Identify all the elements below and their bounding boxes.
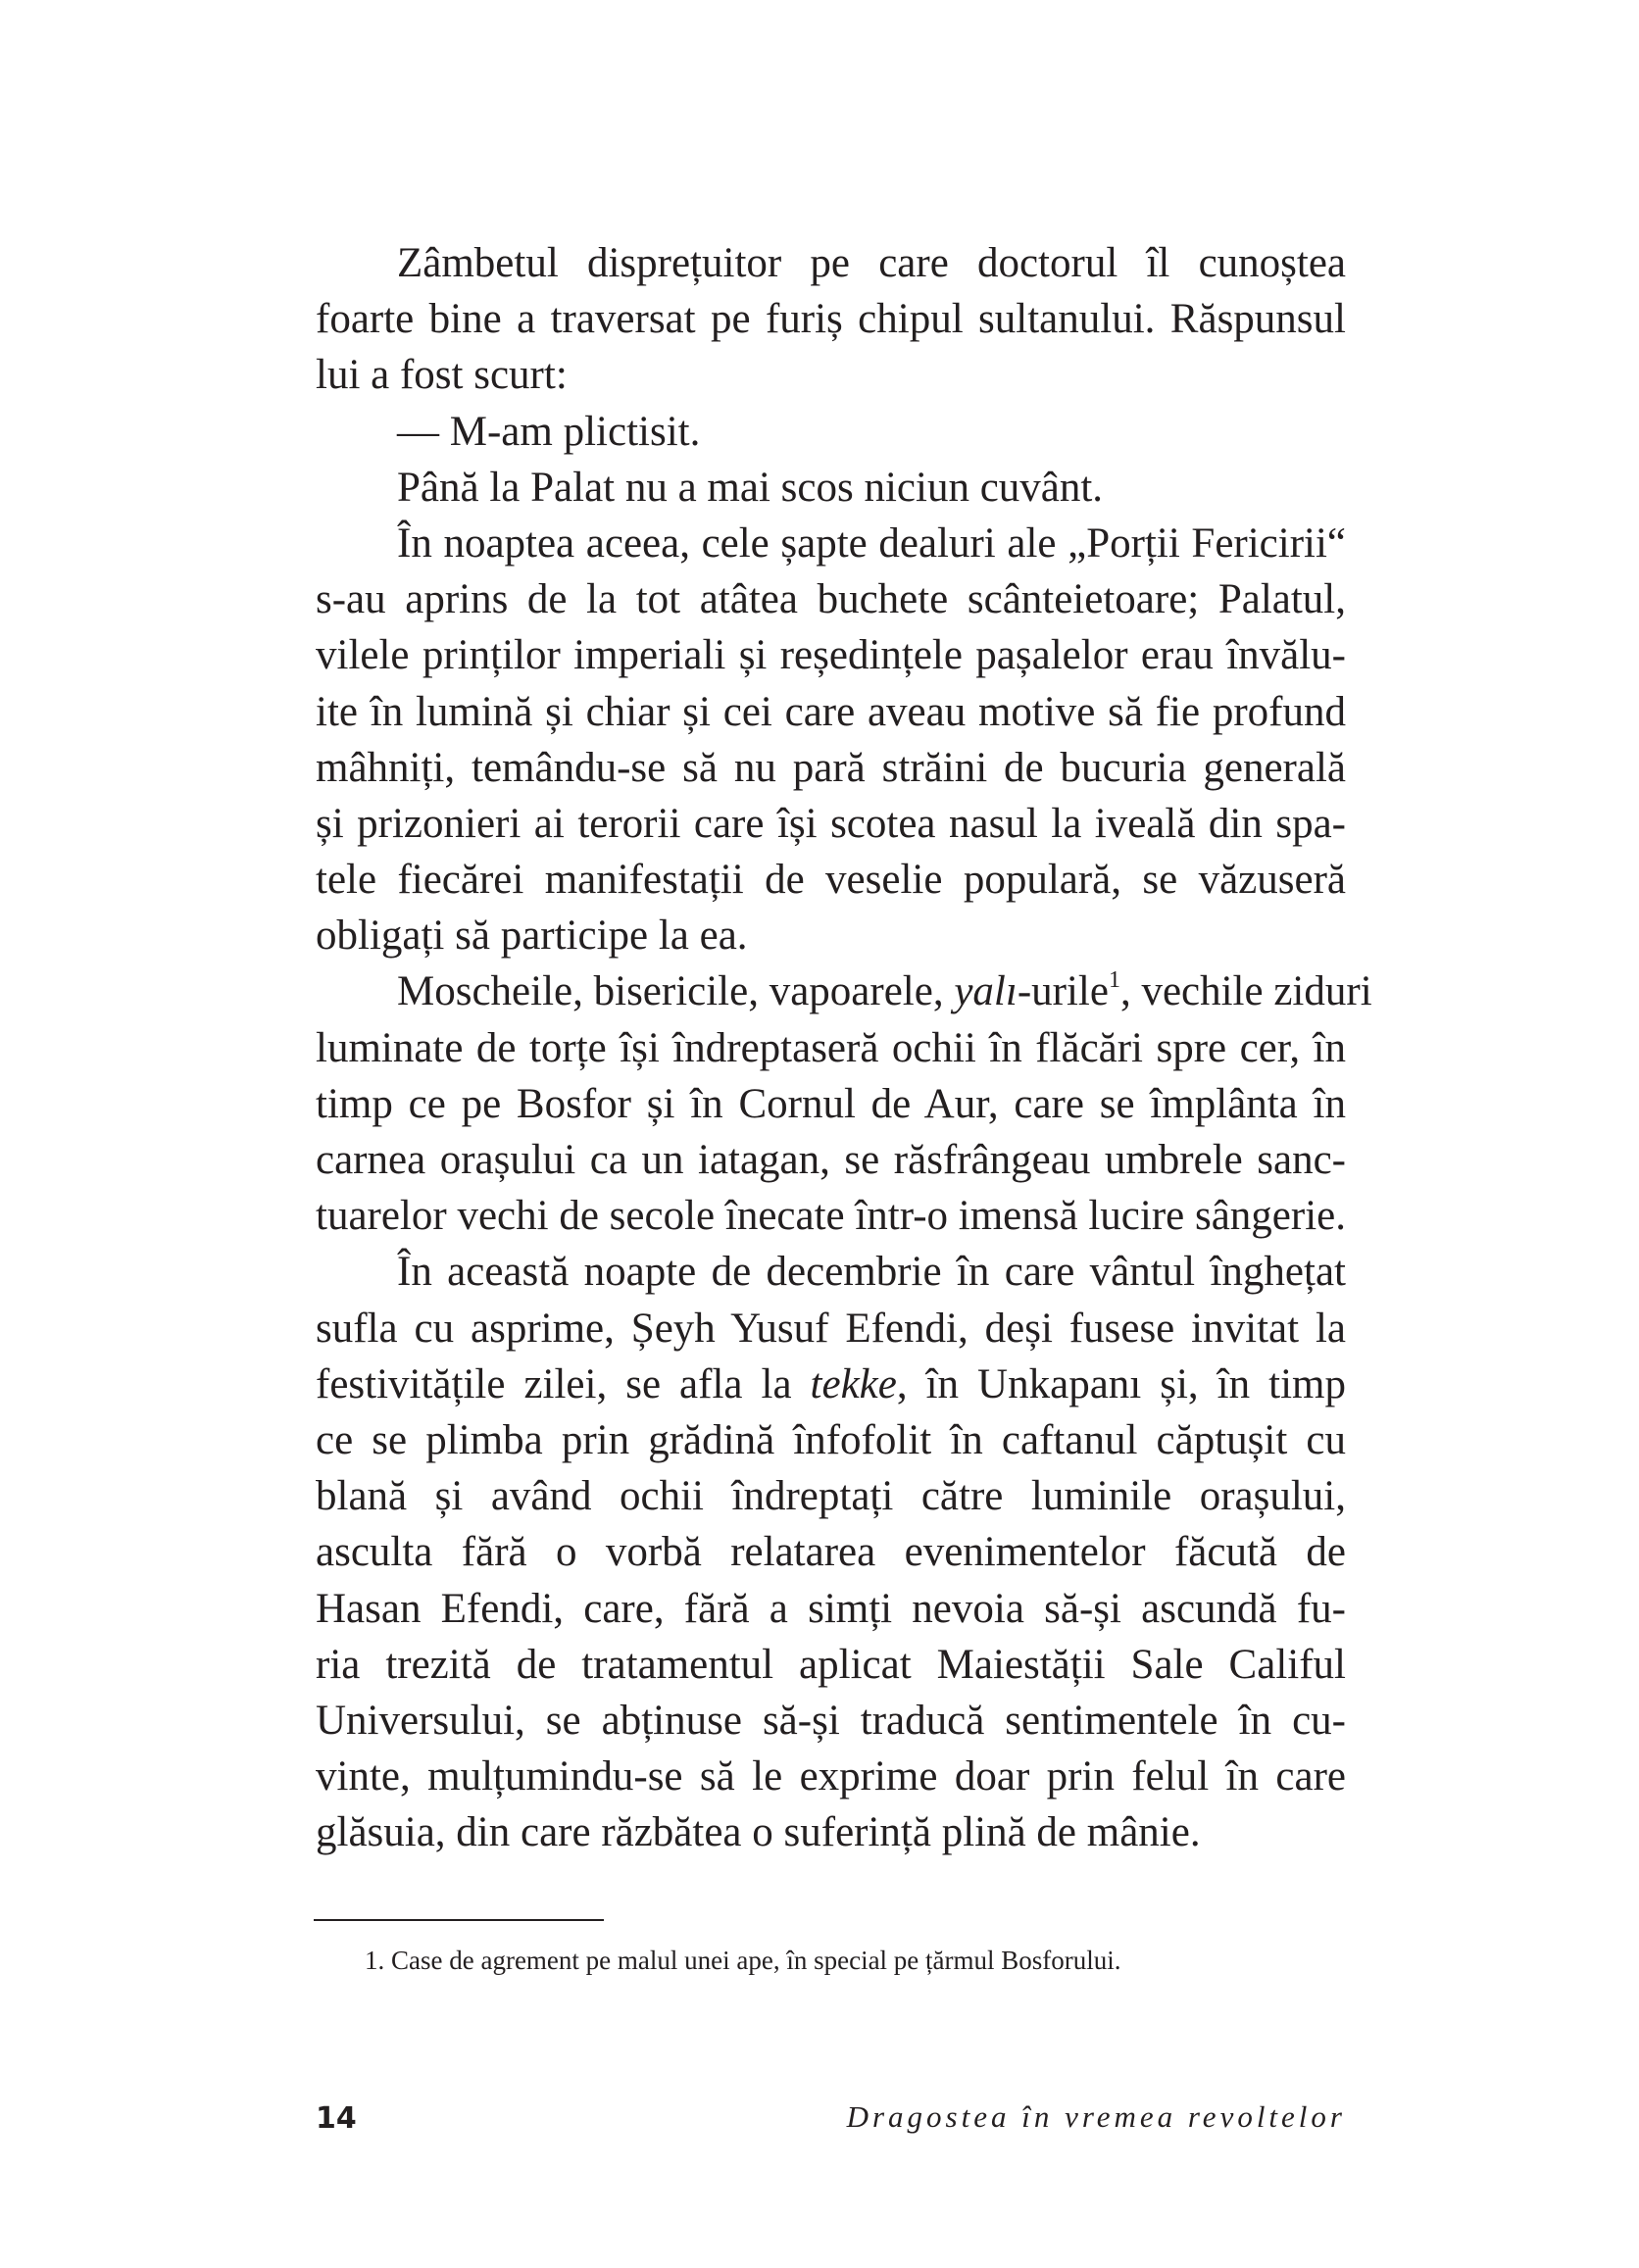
text-line: blană și având ochii îndreptați către luminile orașului,: [316, 1473, 1346, 1520]
dialogue-line: — M-am plictisit.: [397, 408, 701, 455]
text-line: În această noapte de decembrie în care vântul înghețat: [397, 1249, 1346, 1296]
text-line: ce se plimba prin grădină înfofolit în caftanul căptușit cu: [316, 1416, 1346, 1463]
text-line: vinte, mulțumindu-se să le exprime doar prin felul în care: [316, 1753, 1346, 1800]
text-segment: -urile: [1017, 968, 1109, 1015]
text-line: mâhniți, temându-se să nu pară străini de bucuria generală: [316, 744, 1346, 791]
text-line: [316, 963, 1372, 1019]
italic-term-tekke: tekke: [810, 1360, 897, 1407]
text-line: carnea orașului ca un iatagan, se răsfrângeau umbrele sanc-: [316, 1137, 1346, 1183]
text-line: glăsuia, din care răzbătea o suferință plină de mânie.: [316, 1809, 1201, 1856]
text-line: timp ce pe Bosfor și în Cornul de Aur, care se împlânta în: [316, 1080, 1346, 1127]
text-line: luminate de torțe își îndreptaseră ochii în flăcări spre cer, în: [316, 1024, 1346, 1071]
text-line: asculta fără o vorbă relatarea evenimentelor făcută de: [316, 1529, 1346, 1576]
text-line: lui a fost scurt:: [316, 352, 568, 399]
text-line: În noaptea aceea, cele șapte dealuri ale „Porții Fericirii“: [397, 519, 1346, 567]
text-line: tuarelor vechi de secole înecate într-o imensă lucire sângerie.: [316, 1193, 1346, 1240]
footnote-divider: [314, 1919, 604, 1921]
text-line: sufla cu asprime, Șeyh Yusuf Efendi, deși fusese invitat la: [316, 1305, 1346, 1352]
text-line: ria trezită de tratamentul aplicat Maiestății Sale Califul: [316, 1641, 1346, 1688]
italic-term-yali: yalı: [954, 968, 1018, 1015]
running-title: Dragostea în vremea revoltelor: [846, 2099, 1346, 2134]
text-segment: , vechile ziduri: [1119, 968, 1372, 1015]
text-line: [316, 1356, 1346, 1412]
text-line: Universului, se abținuse să-și traducă sentimentele în cu-: [316, 1697, 1346, 1744]
footnote-reference[interactable]: 1: [1108, 967, 1120, 994]
text-segment: festivitățile zilei, se afla la: [316, 1360, 811, 1407]
text-segment: Moscheile, bisericile, vapoarele,: [397, 968, 955, 1015]
text-line: și prizonieri ai terorii care își scotea nasul la iveală din spa-: [316, 800, 1346, 847]
text-line: vilele prinților imperiali și reședințele pașalelor erau învălu-: [316, 632, 1346, 679]
footnote: 1. Case de agrement pe malul unei ape, în special pe țărmul Bosforului.: [365, 1946, 1121, 1975]
text-line: ite în lumină și chiar și cei care aveau motive să fie profund: [316, 688, 1346, 735]
page-number: 14: [316, 2101, 357, 2136]
text-segment: , în Unkapanı și, în timp: [896, 1360, 1346, 1407]
text-line: Hasan Efendi, care, fără a simți nevoia să-și ascundă fu-: [316, 1585, 1346, 1632]
text-line: tele fiecărei manifestații de veselie populară, se văzuseră: [316, 857, 1346, 904]
body-text: [316, 235, 1372, 1860]
text-line: Până la Palat nu a mai scos niciun cuvânt.: [397, 464, 1104, 511]
text-line: obligați să participe la ea.: [316, 912, 748, 960]
text-line: Zâmbetul disprețuitor pe care doctorul îl cunoștea: [397, 240, 1346, 286]
text-line: foarte bine a traversat pe furiș chipul sultanului. Răspunsul: [316, 296, 1346, 343]
text-line: s-au aprins de la tot atâtea buchete scânteietoare; Palatul,: [316, 576, 1346, 623]
